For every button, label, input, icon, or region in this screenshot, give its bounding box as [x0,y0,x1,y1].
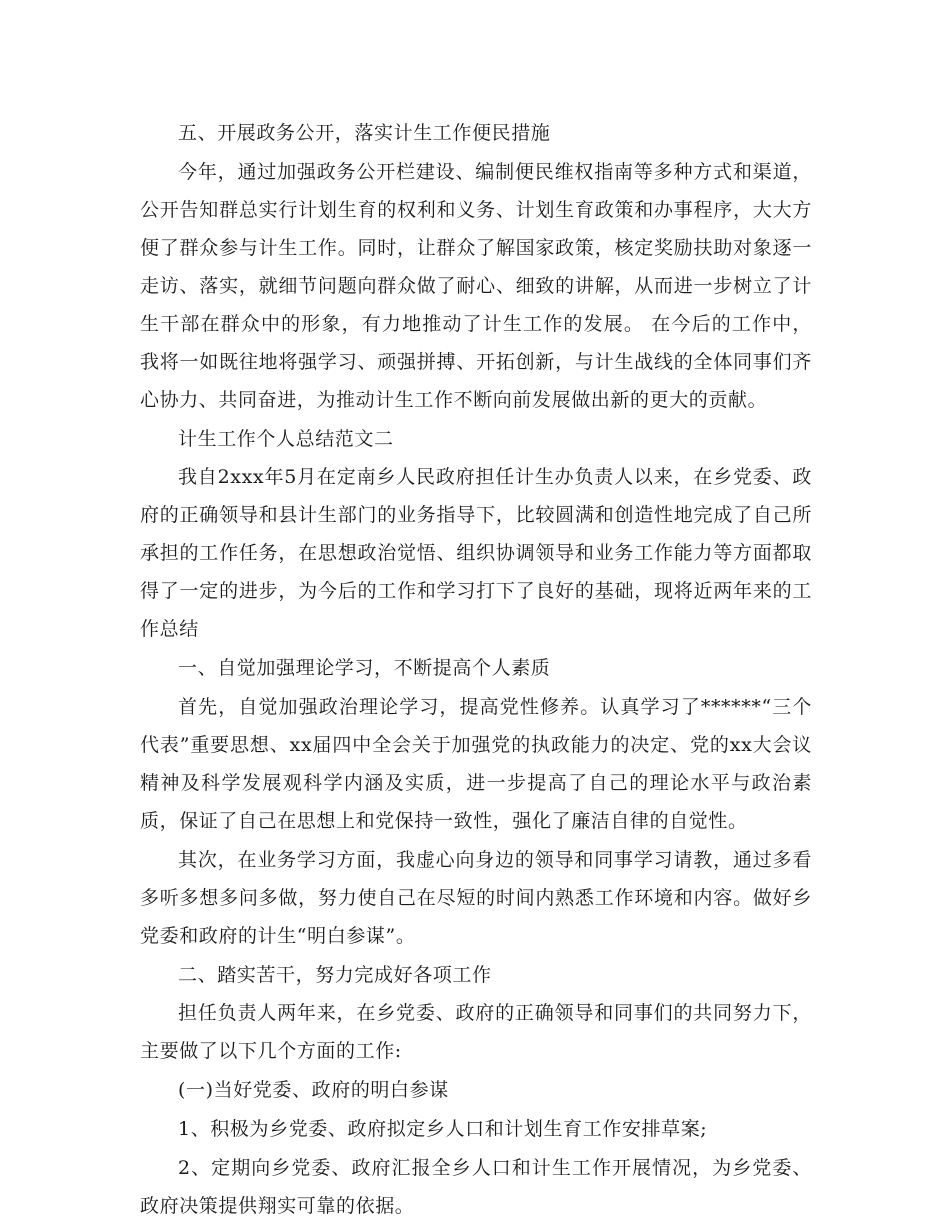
paragraph-public-affairs: 今年，通过加强政务公开栏建设、编制便民维权指南等多种方式和渠道，公开告知群总实行计划生育的权利和义务、计划生育政策和办事程序，大大方便了群众参与计生工作。同时，让群众了解国家政策，核定奖励扶助对象逐一走访、落实，就细节问题向群众做了耐心、细致的讲解，从而进一步树立了计生干部在群众中的形象，有力地推动了计生工作的发展。 在今后的工作中，我将一如既往地将强学习、顽强拼搏、开拓创新，与计生战线的全体同事们齐心协力、共同奋进，为推动计生工作不断向前发展做出新的更大的贡献。 [140,160,812,411]
section-heading-one: 一、自觉加强理论学习，不断提高个人素质 [178,657,551,680]
paragraph-first: 首先，自觉加强政治理论学习，提高党性修养。认真学习了******“三个代表”重要思想、xx届四中全会关于加强党的执政能力的决定、党的xx大会议精神及科学发展观科学内涵及实质，进一步提高了自己的理论水平与政治素质，保证了自己在思想上和党保持一致性，强化了廉洁自律的自觉性。 [140,695,812,832]
subheading-advisor: (一)当好党委、政府的明白参谋 [178,1079,449,1102]
list-item-2: 2、定期向乡党委、政府汇报全乡人口和计生工作开展情况，为乡党委、政府决策提供翔实可靠的依据。 [140,1156,812,1217]
section-heading-five: 五、开展政务公开，落实计生工作便民措施 [178,122,551,144]
list-item-1: 1、积极为乡党委、政府拟定乡人口和计划生育工作安排草案; [178,1117,708,1140]
paragraph-second: 其次，在业务学习方面，我虚心向身边的领导和同事学习请教，通过多看多听多想多问多做，努力使自己在尽短的时间内熟悉工作环境和内容。做好乡党委和政府的计生“明白参谋”。 [140,848,812,947]
document-body [140,114,812,1226]
paragraph-intro: 我自2xxx年5月在定南乡人民政府担任计生办负责人以来，在乡党委、政府的正确领导和县计生部门的业务指导下，比较圆满和创造性地完成了自己所承担的工作任务，在思想政治觉悟、组织协调领导和业务工作能力等方面都取得了一定的进步，为今后的工作和学习打下了良好的基础，现将近两年来的工作总结 [140,466,812,641]
sample-title-two: 计生工作个人总结范文二 [178,427,394,450]
section-heading-two: 二、踏实苦干，努力完成好各项工作 [178,963,492,986]
paragraph-two-years: 担任负责人两年来，在乡党委、政府的正确领导和同事们的共同努力下，主要做了以下几个方面的工作: [140,1002,812,1063]
